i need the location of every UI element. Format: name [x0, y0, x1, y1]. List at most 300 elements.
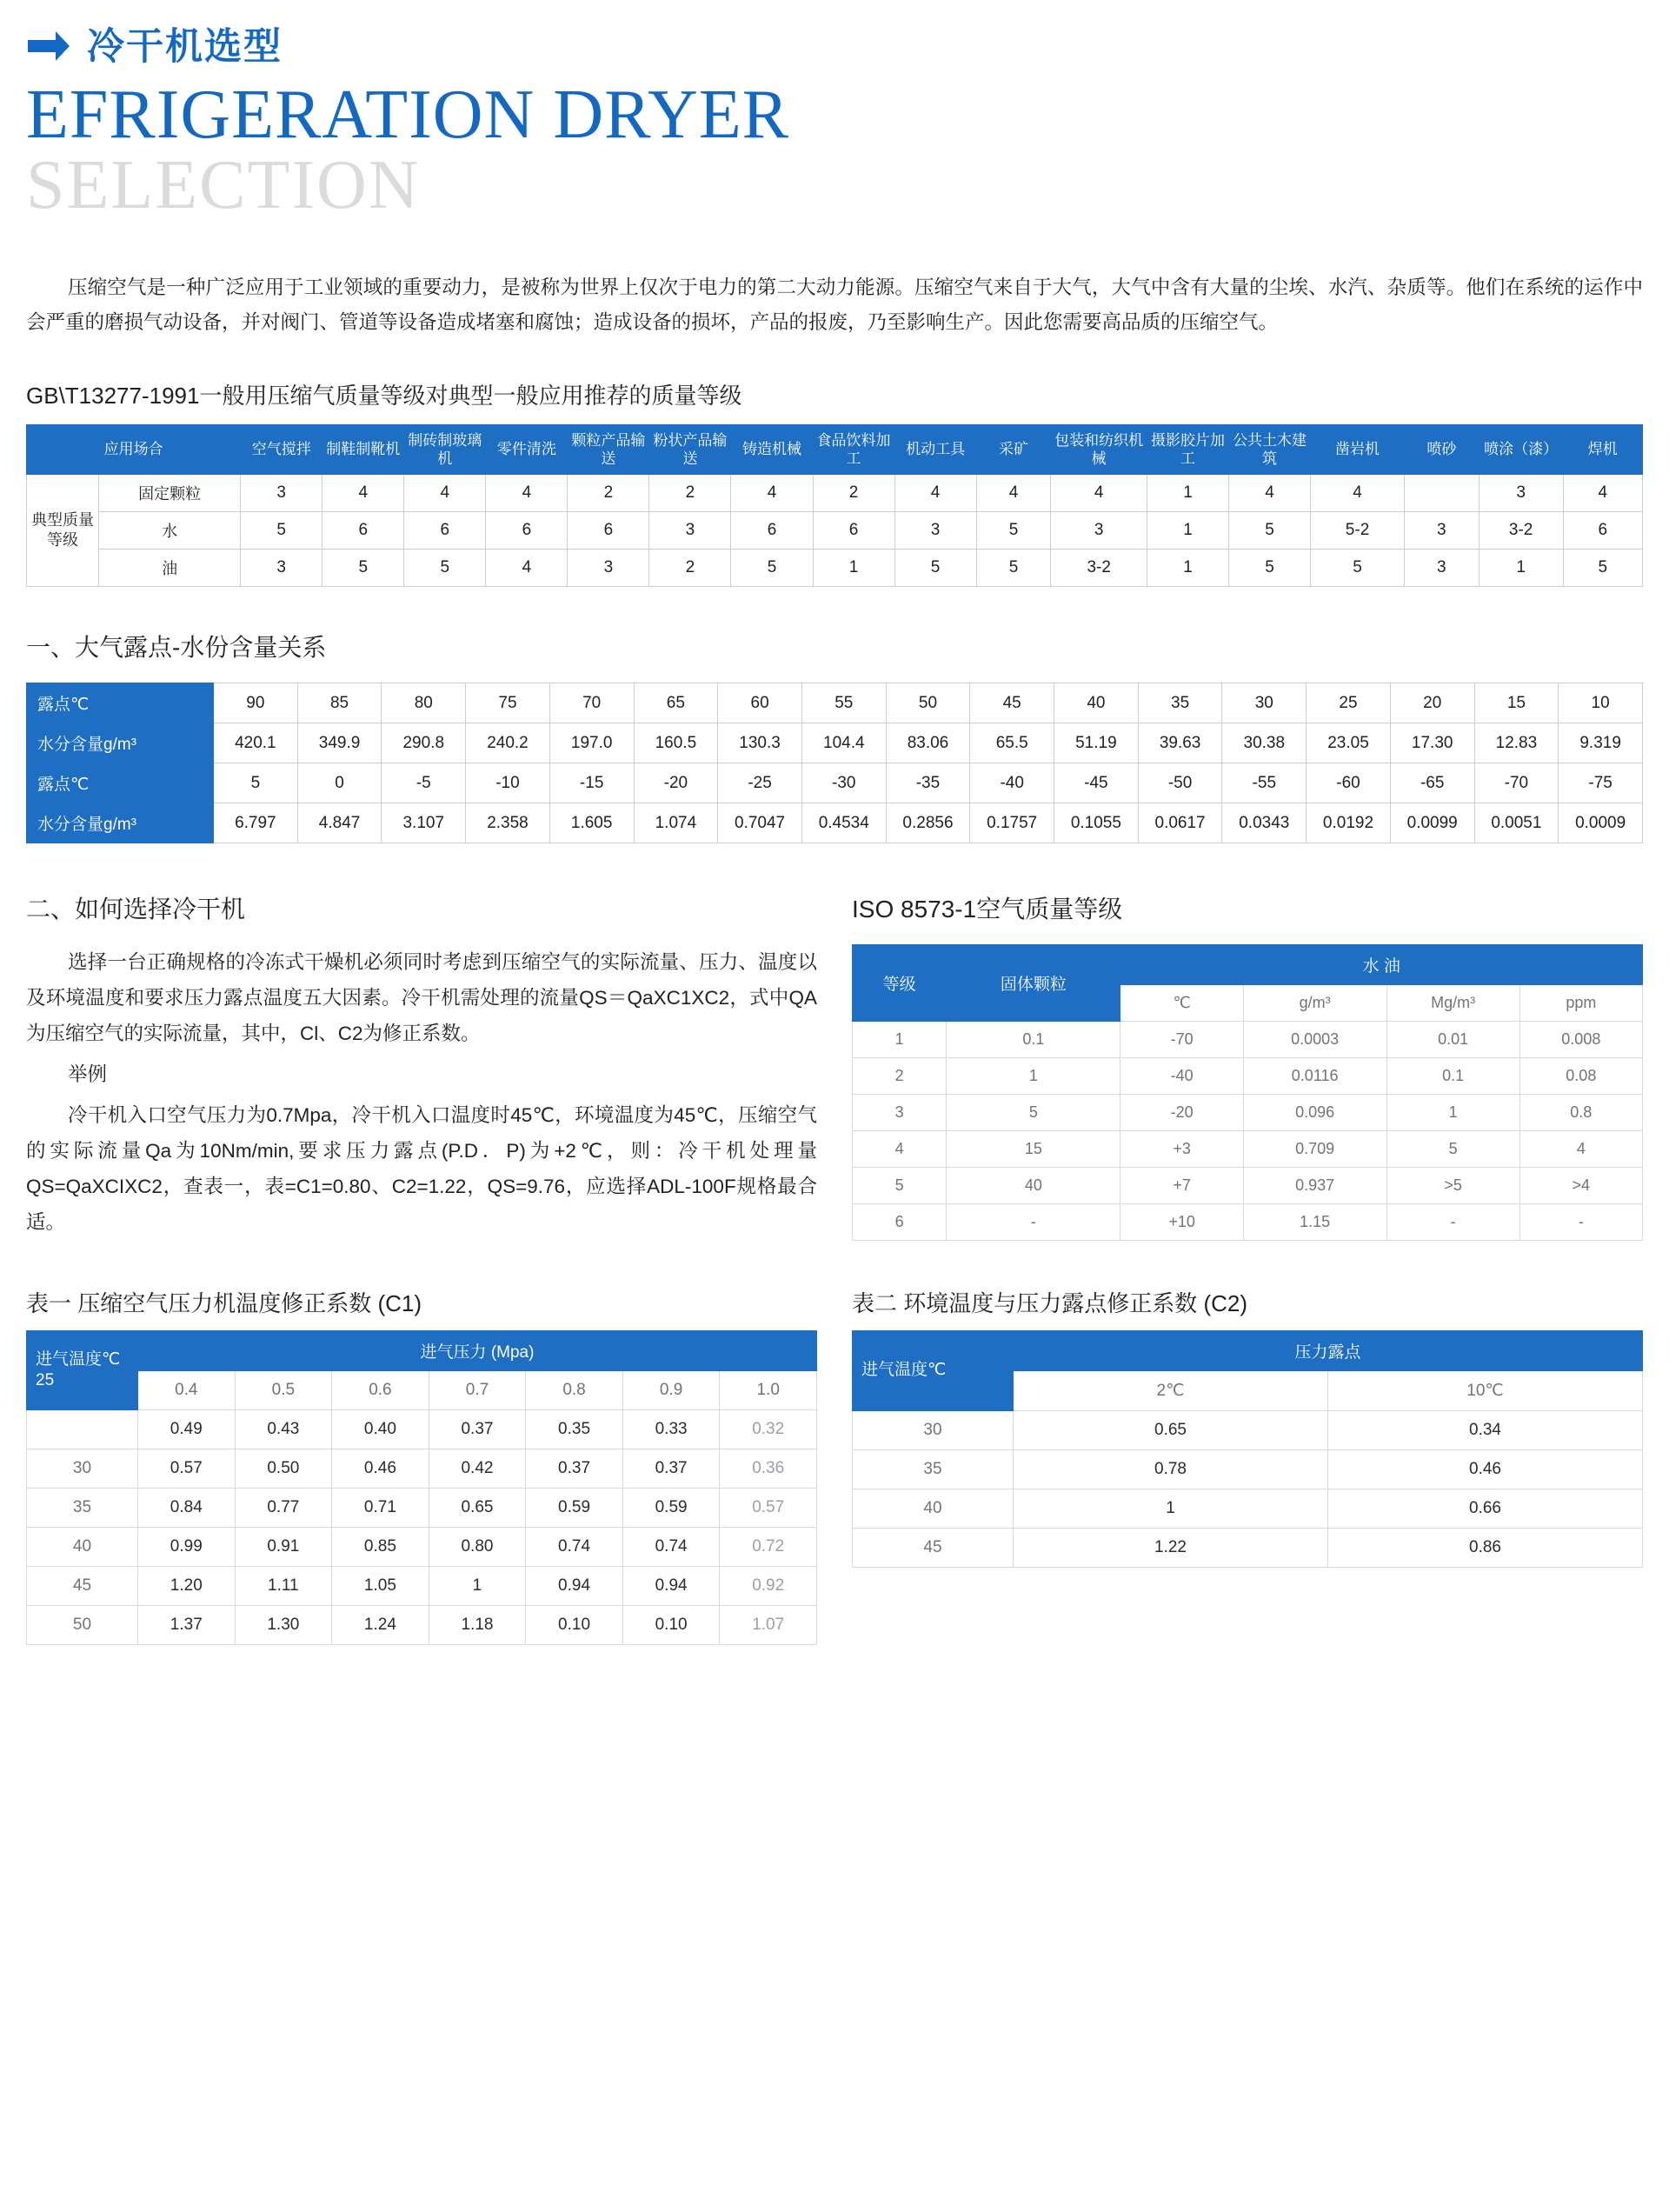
gb-col-header-10: 采矿 — [976, 424, 1051, 475]
cell — [1404, 475, 1479, 512]
cell: 0.59 — [526, 1489, 623, 1528]
table-row — [853, 1529, 1643, 1568]
cell: 1 — [853, 1022, 947, 1058]
cell: 3 — [1479, 475, 1563, 512]
cell: -55 — [1222, 763, 1307, 803]
cell: 0.66 — [1328, 1489, 1643, 1529]
cell: 0.33 — [622, 1410, 720, 1449]
cell: 3 — [894, 512, 976, 550]
cell: 0.4 — [138, 1371, 236, 1410]
iso-header-wateroil: 水 油 — [1120, 945, 1643, 985]
cell: 0.94 — [526, 1567, 623, 1606]
cell: 15 — [1474, 683, 1559, 723]
gb-col-header-17: 焊机 — [1563, 424, 1642, 475]
iso-header-level: 等级 — [853, 945, 947, 1022]
table-header-row — [853, 945, 1643, 985]
cell: 0.84 — [138, 1489, 236, 1528]
iso-8573-table — [852, 944, 1643, 1241]
cell: 0.937 — [1243, 1168, 1386, 1204]
table-header-row — [853, 1331, 1643, 1371]
table-row — [27, 475, 1643, 512]
cell: 0.36 — [720, 1449, 817, 1489]
cell: 0.6 — [332, 1371, 429, 1410]
table-row — [27, 803, 1643, 843]
cell: 0.2856 — [886, 803, 970, 843]
cell: 12.83 — [1474, 723, 1559, 763]
cell: 30 — [1222, 683, 1307, 723]
cell: -10 — [466, 763, 550, 803]
cell: 0.92 — [720, 1567, 817, 1606]
cell: 5 — [1311, 550, 1405, 587]
c1-column — [26, 1246, 817, 1645]
cell: 5 — [214, 763, 298, 803]
cell: 3-2 — [1051, 550, 1147, 587]
row-label: 45 — [27, 1567, 138, 1606]
c2-top-header: 压力露点 — [1014, 1331, 1643, 1371]
cell: 0.99 — [138, 1528, 236, 1567]
gb-col-header-12: 摄影胶片加工 — [1147, 424, 1229, 475]
gb-row-group-label: 典型质量等级 — [27, 475, 99, 587]
cell: 0.49 — [138, 1410, 236, 1449]
cell: 0.9 — [622, 1371, 720, 1410]
arrow-right-icon — [26, 28, 71, 66]
cell: 4 — [1519, 1131, 1642, 1168]
intro-paragraph: 压缩空气是一种广泛应用于工业领域的重要动力，是被称为世界上仅次于电力的第二大动力能源。压缩空气来自于大气，大气中含有大量的尘埃、水汽、杂质等。他们在系统的运作中会严重的磨损气动设备，并对阀门、管道等设备造成堵塞和腐蚀；造成设备的损坏，产品的报废，乃至影响生产。因此您需要高品质的压缩空气。 — [26, 276, 1643, 333]
cell: 6 — [486, 512, 568, 550]
cell: >4 — [1519, 1168, 1642, 1204]
section2-heading: 二、如何选择冷干机 — [26, 896, 246, 923]
table-row — [853, 1411, 1643, 1450]
table-header-row — [27, 424, 1643, 475]
gb-col-header-5: 颗粒产品输送 — [568, 424, 649, 475]
cell: 0.4534 — [801, 803, 886, 843]
cell: +10 — [1120, 1204, 1243, 1241]
cell: 3 — [568, 550, 649, 587]
row-label: 40 — [853, 1489, 1014, 1529]
gb-row-label-2: 油 — [98, 550, 240, 587]
cell: 0.709 — [1243, 1131, 1386, 1168]
cell: - — [1386, 1204, 1519, 1241]
header-kicker: 冷干机选型 — [87, 25, 283, 68]
row-label: 30 — [27, 1449, 138, 1489]
cell: 0.72 — [720, 1528, 817, 1567]
cell: 0.65 — [429, 1489, 526, 1528]
cell: 1 — [1147, 512, 1229, 550]
cell: -65 — [1390, 763, 1474, 803]
table-row — [853, 1450, 1643, 1489]
cell: 1.15 — [1243, 1204, 1386, 1241]
cell: 0.37 — [526, 1449, 623, 1489]
cell: 23.05 — [1307, 723, 1391, 763]
table-row — [27, 763, 1643, 803]
table-row — [27, 1489, 817, 1528]
cell: 17.30 — [1390, 723, 1474, 763]
cell: -70 — [1120, 1022, 1243, 1058]
section1-heading: 一、大气露点-水份含量关系 — [26, 634, 327, 662]
gb-row-label-1: 水 — [98, 512, 240, 550]
gb-col-header-2: 制鞋制靴机 — [322, 424, 404, 475]
cell: 0.01 — [1386, 1022, 1519, 1058]
two-column-section — [26, 849, 1643, 1241]
cell: 0.37 — [622, 1449, 720, 1489]
cell: 0.86 — [1328, 1529, 1643, 1568]
cell: 0.37 — [429, 1410, 526, 1449]
page-header — [26, 25, 1643, 68]
cell: 1.0 — [720, 1371, 817, 1410]
cell: 15 — [947, 1131, 1120, 1168]
c2-table — [852, 1330, 1643, 1568]
cell: -60 — [1307, 763, 1391, 803]
cell: 1.24 — [332, 1606, 429, 1645]
row-label — [27, 1410, 138, 1449]
cell: 2.358 — [466, 803, 550, 843]
cell: 4 — [404, 475, 486, 512]
cell: 104.4 — [801, 723, 886, 763]
cell: -25 — [718, 763, 802, 803]
cell: 6 — [813, 512, 894, 550]
cell: 6 — [568, 512, 649, 550]
c1-title: 表一 压缩空气压力机温度修正系数 (C1) — [26, 1290, 422, 1317]
cell: 0.008 — [1519, 1022, 1642, 1058]
cell: -5 — [382, 763, 466, 803]
cell: 1 — [1386, 1095, 1519, 1131]
section2-example-label: 举例 — [68, 1063, 108, 1086]
cell: 51.19 — [1054, 723, 1139, 763]
cell: 4 — [486, 475, 568, 512]
gb-col-header-4: 零件清洗 — [486, 424, 568, 475]
cell: 5 — [1386, 1131, 1519, 1168]
cell: 0.0009 — [1559, 803, 1643, 843]
gb-col-header-6: 粉状产品输送 — [649, 424, 731, 475]
table-header-row — [27, 1371, 817, 1410]
iso-subheader-3: ppm — [1519, 985, 1642, 1022]
cell: -30 — [801, 763, 886, 803]
cell: 3 — [853, 1095, 947, 1131]
cell: 1.07 — [720, 1606, 817, 1645]
cell: 30.38 — [1222, 723, 1307, 763]
iso-header-solid: 固体颗粒 — [947, 945, 1120, 1022]
cell: 6 — [404, 512, 486, 550]
gb-col-header-1: 空气搅拌 — [241, 424, 322, 475]
cell: 90 — [214, 683, 298, 723]
cell: 0.0099 — [1390, 803, 1474, 843]
cell: 5 — [976, 550, 1051, 587]
cell: 3 — [1051, 512, 1147, 550]
table-row — [853, 1168, 1643, 1204]
cell: 6.797 — [214, 803, 298, 843]
cell: 3-2 — [1479, 512, 1563, 550]
cell: 349.9 — [297, 723, 382, 763]
cell: 5 — [976, 512, 1051, 550]
table-row — [27, 1606, 817, 1645]
table-row — [27, 550, 1643, 587]
table-row — [27, 1449, 817, 1489]
cell: 0 — [297, 763, 382, 803]
cell: -35 — [886, 763, 970, 803]
c1-corner-temp-value: 25 — [36, 1371, 55, 1390]
cell: 4 — [853, 1131, 947, 1168]
page-title: EFRIGERATION DRYER — [26, 77, 790, 153]
cell: -40 — [1120, 1058, 1243, 1095]
cell: +3 — [1120, 1131, 1243, 1168]
c1-top-header: 进气压力 (Mpa) — [138, 1331, 817, 1371]
cell: 3 — [1404, 512, 1479, 550]
cell: 2 — [568, 475, 649, 512]
iso-subheader-1: g/m³ — [1243, 985, 1386, 1022]
table-row — [27, 723, 1643, 763]
cell: 0.0343 — [1222, 803, 1307, 843]
cell: 65 — [634, 683, 718, 723]
row-label: 35 — [853, 1450, 1014, 1489]
cell: 0.32 — [720, 1410, 817, 1449]
gb-col-header-14: 凿岩机 — [1311, 424, 1405, 475]
cell: 0.0192 — [1307, 803, 1391, 843]
cell: 5 — [241, 512, 322, 550]
cell: 39.63 — [1138, 723, 1222, 763]
cell: 5 — [853, 1168, 947, 1204]
iso-subheader-2: Mg/m³ — [1386, 985, 1519, 1022]
section2-paragraph-1: 选择一台正确规格的冷冻式干燥机必须同时考虑到压缩空气的实际流量、压力、温度以及环境温度和要求压力露点温度五大因素。冷干机需处理的流量QS＝QaXC1XC2，式中QA为压缩空气的实际流量，其中，Cl、C2为修正系数。 — [26, 951, 817, 1045]
left-column — [26, 849, 817, 1241]
cell: -15 — [549, 763, 634, 803]
cell: 5 — [1229, 512, 1311, 550]
cell: 4 — [1229, 475, 1311, 512]
row-label: 35 — [27, 1489, 138, 1528]
cell: 2 — [853, 1058, 947, 1095]
cell: 0.42 — [429, 1449, 526, 1489]
dewpoint-moisture-table — [26, 683, 1643, 843]
cell: 290.8 — [382, 723, 466, 763]
gb-col-header-9: 机动工具 — [894, 424, 976, 475]
cell: 0.096 — [1243, 1095, 1386, 1131]
cell: 3 — [241, 550, 322, 587]
cell: 9.319 — [1559, 723, 1643, 763]
cell: 1.05 — [332, 1567, 429, 1606]
cell: 2 — [649, 550, 731, 587]
cell: 5 — [1229, 550, 1311, 587]
row-label: 30 — [853, 1411, 1014, 1450]
cell: 85 — [297, 683, 382, 723]
cell: 1 — [1147, 475, 1229, 512]
cell: 0.0116 — [1243, 1058, 1386, 1095]
cell: 2 — [813, 475, 894, 512]
c1-corner-label — [27, 1331, 138, 1410]
cell: 25 — [1307, 683, 1391, 723]
cell: 3 — [1404, 550, 1479, 587]
cell: 160.5 — [634, 723, 718, 763]
cell: 3 — [649, 512, 731, 550]
cell: 35 — [1138, 683, 1222, 723]
cell: 40 — [1054, 683, 1139, 723]
coefficient-tables-section — [26, 1246, 1643, 1645]
cell: 0.08 — [1519, 1058, 1642, 1095]
cell: 0.65 — [1014, 1411, 1328, 1450]
table-row — [27, 1528, 817, 1567]
gb-row-label-0: 固定颗粒 — [98, 475, 240, 512]
cell: 0.74 — [622, 1528, 720, 1567]
cell: 2℃ — [1014, 1371, 1328, 1411]
dewpoint-row-label-2: 露点℃ — [27, 763, 214, 803]
row-label: 40 — [27, 1528, 138, 1567]
cell: 10℃ — [1328, 1371, 1643, 1411]
cell: 0.80 — [429, 1528, 526, 1567]
table-row — [853, 1131, 1643, 1168]
cell: -40 — [970, 763, 1054, 803]
gb-standard-heading: GB\T13277-1991一般用压缩气质量等级对典型一般应用推荐的质量等级 — [26, 382, 742, 409]
cell: 0.91 — [235, 1528, 332, 1567]
cell: 0.71 — [332, 1489, 429, 1528]
cell: 5 — [322, 550, 404, 587]
cell: 1.605 — [549, 803, 634, 843]
cell: 0.46 — [1328, 1450, 1643, 1489]
section2-paragraph-2: 冷干机入口空气压力为0.7Mpa，冷干机入口温度时45℃，环境温度为45℃，压缩空气的实际流量Qa为10Nm/min,要求压力露点(P.D．P)为+2℃，则：冷干机处理量QS=QaXCIXC2，查表一，表=C1=0.80、C2=1.22，QS=9.76，应选择ADL-100F规格最合适。 — [26, 1104, 817, 1234]
cell: 0.0003 — [1243, 1022, 1386, 1058]
table-row — [853, 1489, 1643, 1529]
cell: -45 — [1054, 763, 1139, 803]
cell: 0.85 — [332, 1528, 429, 1567]
cell: 1 — [947, 1058, 1120, 1095]
c1-corner-temp-label: 进气温度℃ — [36, 1349, 121, 1369]
cell: 4 — [1311, 475, 1405, 512]
table-row — [853, 1058, 1643, 1095]
cell: 70 — [549, 683, 634, 723]
cell: 1 — [429, 1567, 526, 1606]
cell: 0.0051 — [1474, 803, 1559, 843]
cell: 0.8 — [1519, 1095, 1642, 1131]
cell: 0.7047 — [718, 803, 802, 843]
gb-col-header-0: 应用场合 — [27, 424, 241, 475]
cell: -70 — [1474, 763, 1559, 803]
cell: 0.35 — [526, 1410, 623, 1449]
gb-col-header-16: 喷涂（漆） — [1479, 424, 1563, 475]
gb-quality-table — [26, 424, 1643, 588]
page-subtitle: SELECTION — [26, 146, 421, 223]
gb-col-header-15: 喷砂 — [1404, 424, 1479, 475]
cell: 0.10 — [526, 1606, 623, 1645]
cell: 65.5 — [970, 723, 1054, 763]
c2-corner-label: 进气温度℃ — [853, 1331, 1014, 1411]
c1-table — [26, 1330, 817, 1645]
cell: 40 — [947, 1168, 1120, 1204]
cell: -20 — [1120, 1095, 1243, 1131]
gb-col-header-7: 铸造机械 — [731, 424, 813, 475]
cell: 4 — [486, 550, 568, 587]
cell: 45 — [970, 683, 1054, 723]
cell: 4 — [894, 475, 976, 512]
table-header-row — [27, 1331, 817, 1371]
cell: 75 — [466, 683, 550, 723]
cell: 4 — [1563, 475, 1642, 512]
cell: 5-2 — [1311, 512, 1405, 550]
cell: 0.8 — [526, 1371, 623, 1410]
cell: 0.40 — [332, 1410, 429, 1449]
cell: 60 — [718, 683, 802, 723]
cell: 5 — [1563, 550, 1642, 587]
cell: 0.43 — [235, 1410, 332, 1449]
cell: 420.1 — [214, 723, 298, 763]
cell: 6 — [1563, 512, 1642, 550]
cell: 0.7 — [429, 1371, 526, 1410]
cell: 4.847 — [297, 803, 382, 843]
cell: 1 — [813, 550, 894, 587]
gb-col-header-13: 公共土木建筑 — [1229, 424, 1311, 475]
cell: 0.57 — [720, 1489, 817, 1528]
cell: -20 — [634, 763, 718, 803]
cell: 197.0 — [549, 723, 634, 763]
cell: 0.46 — [332, 1449, 429, 1489]
row-label: 45 — [853, 1529, 1014, 1568]
cell: >5 — [1386, 1168, 1519, 1204]
right-column — [852, 849, 1643, 1241]
cell: 0.74 — [526, 1528, 623, 1567]
cell: - — [947, 1204, 1120, 1241]
cell: 1.11 — [235, 1567, 332, 1606]
table-row — [27, 683, 1643, 723]
cell: 1.18 — [429, 1606, 526, 1645]
cell: 1.20 — [138, 1567, 236, 1606]
cell: 4 — [731, 475, 813, 512]
dewpoint-row-label-0: 露点℃ — [27, 683, 214, 723]
row-label: 50 — [27, 1606, 138, 1645]
cell: 2 — [649, 475, 731, 512]
table-row — [853, 1204, 1643, 1241]
cell: 0.34 — [1328, 1411, 1643, 1450]
cell: 0.59 — [622, 1489, 720, 1528]
cell: 4 — [322, 475, 404, 512]
cell: 0.50 — [235, 1449, 332, 1489]
cell: 0.57 — [138, 1449, 236, 1489]
cell: 5 — [894, 550, 976, 587]
gb-col-header-11: 包装和纺织机械 — [1051, 424, 1147, 475]
dewpoint-row-label-3: 水分含量g/m³ — [27, 803, 214, 843]
table-row — [853, 1022, 1643, 1058]
cell: 20 — [1390, 683, 1474, 723]
cell: -50 — [1138, 763, 1222, 803]
cell: 80 — [382, 683, 466, 723]
cell: 6 — [731, 512, 813, 550]
cell: 0.1 — [947, 1022, 1120, 1058]
cell: 1.074 — [634, 803, 718, 843]
cell: - — [1519, 1204, 1642, 1241]
cell: 1.37 — [138, 1606, 236, 1645]
cell: 4 — [976, 475, 1051, 512]
dewpoint-row-label-1: 水分含量g/m³ — [27, 723, 214, 763]
iso-subheader-0: ℃ — [1120, 985, 1243, 1022]
cell: 0.1 — [1386, 1058, 1519, 1095]
cell: 50 — [886, 683, 970, 723]
cell: +7 — [1120, 1168, 1243, 1204]
table-row — [27, 512, 1643, 550]
cell: 55 — [801, 683, 886, 723]
cell: 4 — [1051, 475, 1147, 512]
cell: 0.1757 — [970, 803, 1054, 843]
cell: 0.1055 — [1054, 803, 1139, 843]
iso-heading: ISO 8573-1空气质量等级 — [852, 896, 1123, 923]
cell: 0.0617 — [1138, 803, 1222, 843]
cell: 1 — [1147, 550, 1229, 587]
cell: 0.78 — [1014, 1450, 1328, 1489]
cell: 6 — [853, 1204, 947, 1241]
table-row — [27, 1410, 817, 1449]
cell: 0.5 — [235, 1371, 332, 1410]
cell: 10 — [1559, 683, 1643, 723]
cell: 130.3 — [718, 723, 802, 763]
cell: 1 — [1014, 1489, 1328, 1529]
cell: 83.06 — [886, 723, 970, 763]
cell: 5 — [731, 550, 813, 587]
c2-title: 表二 环境温度与压力露点修正系数 (C2) — [852, 1290, 1248, 1317]
table-row — [27, 1567, 817, 1606]
